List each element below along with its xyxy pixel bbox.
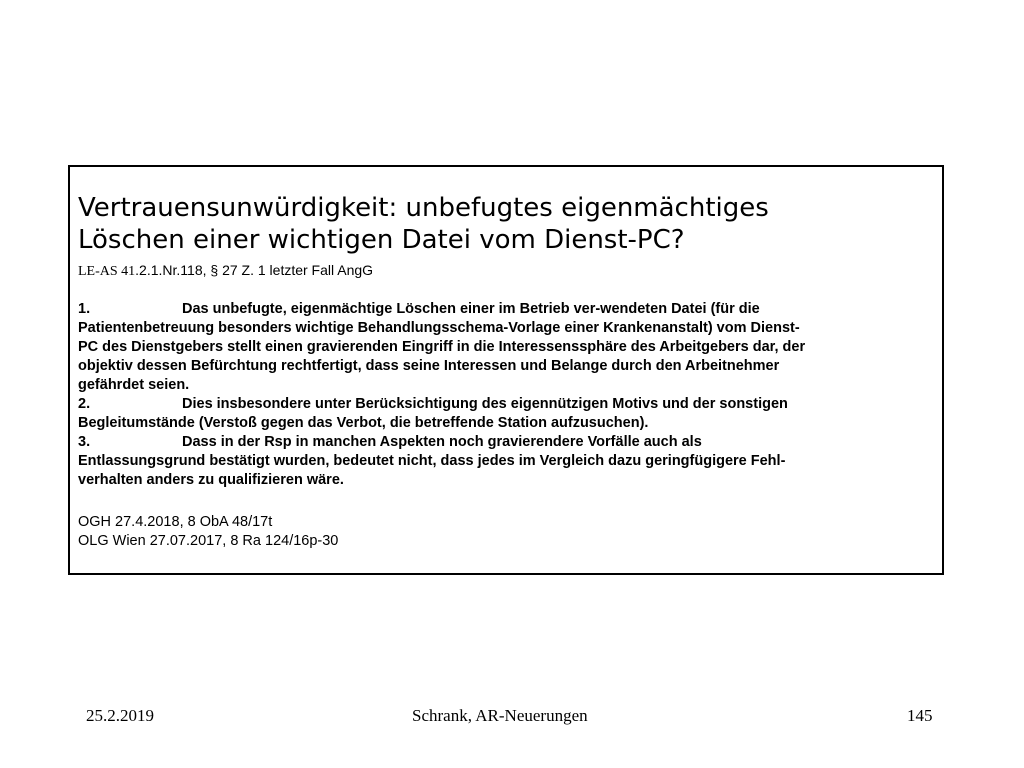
- point-3: [78, 433, 938, 490]
- reference-prefix: LE-AS 41: [78, 264, 136, 279]
- point-line: gefährdet seien.: [78, 377, 190, 393]
- point-line: Dies insbesondere unter Berücksichtigung des eigennützigen Motivs und der sonstigen: [182, 396, 788, 412]
- case-citation: OLG Wien 27.07.2017, 8 Ra 124/16p-30: [78, 533, 339, 549]
- title-line-1: Vertrauensunwürdigkeit: unbefugtes eigenmächtiges: [78, 193, 769, 223]
- points-list: [78, 300, 938, 490]
- title-line-2: Löschen einer wichtigen Datei vom Dienst-PC?: [78, 225, 685, 255]
- point-line: verhalten anders zu qualifizieren wäre.: [78, 472, 344, 488]
- point-line: Entlassungsgrund bestätigt wurden, bedeutet nicht, dass jedes im Vergleich dazu geringfügigere Fehl-: [78, 453, 786, 469]
- point-2: [78, 395, 938, 433]
- point-line: Dass in der Rsp in manchen Aspekten noch gravierendere Vorfälle auch als: [182, 434, 702, 450]
- slide-title: [78, 192, 769, 256]
- point-number: 1.: [78, 301, 91, 317]
- point-line: objektiv dessen Befürchtung rechtfertigt, dass seine Interessen und Belange durch den Arbeitnehmer: [78, 358, 780, 374]
- point-1: [78, 300, 938, 395]
- case-citations: [78, 513, 338, 551]
- reference-rest: .2.1.Nr.118, § 27 Z. 1 letzter Fall AngG: [135, 262, 374, 278]
- point-line: Das unbefugte, eigenmächtige Löschen einer im Betrieb ver-wendeten Datei (für die: [182, 301, 760, 317]
- point-line: PC des Dienstgebers stellt einen gravierenden Eingriff in die Interessenssphäre des Arbeitgebers dar, der: [78, 339, 806, 355]
- point-number: 2.: [78, 396, 91, 412]
- case-citation: OGH 27.4.2018, 8 ObA 48/17t: [78, 514, 273, 530]
- footer-page-number: 145: [907, 706, 933, 725]
- legal-reference: [78, 262, 373, 280]
- point-line: Begleitumstände (Verstoß gegen das Verbot, die betreffende Station aufzusuchen).: [78, 415, 649, 431]
- footer-author: Schrank, AR-Neuerungen: [412, 706, 588, 725]
- point-line: Patientenbetreuung besonders wichtige Behandlungsschema-Vorlage einer Krankenanstalt) vom Dienst-: [78, 320, 800, 336]
- footer-date: 25.2.2019: [86, 706, 154, 725]
- point-number: 3.: [78, 434, 91, 450]
